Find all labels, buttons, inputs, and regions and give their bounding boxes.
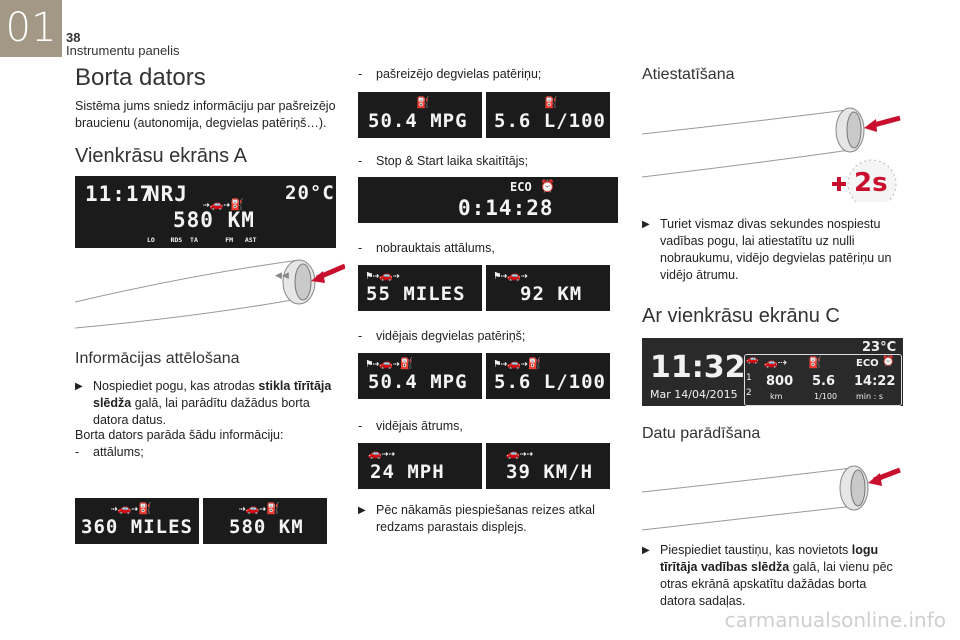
page-title: Borta dators xyxy=(75,64,206,91)
trip-distance-icon: ⚑⇢🚗⇢ xyxy=(366,269,400,282)
screen-c-time: 11:32 xyxy=(650,350,746,385)
fuel-pump-icon: ⛽ xyxy=(808,356,822,369)
display-current-mpg: ⛽ 50.4 MPG xyxy=(358,92,482,138)
watermark: carmanualsonline.info xyxy=(724,608,946,632)
chapter-title: Instrumentu panelis xyxy=(66,43,180,58)
fuel-pump-icon: ⛽ xyxy=(544,96,558,109)
trip-tab-2: 2 xyxy=(746,388,752,398)
data-display-title: Datu parādīšana xyxy=(642,425,761,442)
screen-a-range: 580 KM xyxy=(173,208,255,232)
display-average-l100: ⚑⇢🚗⇢⛽ 5.6 L/100 xyxy=(486,353,610,399)
item-current-fuel: - pašreizējo degvielas patēriņu; xyxy=(358,67,542,81)
screen-c-eco: ECO xyxy=(856,358,879,369)
timer-icon: ⏰ xyxy=(882,356,895,367)
arrow-bullet-icon: ▶ xyxy=(75,381,83,392)
average-fuel-icon: ⚑⇢🚗⇢⛽ xyxy=(494,357,542,370)
fuel-pump-icon: ⛽ xyxy=(416,96,430,109)
shows-text: Borta dators parāda šādu informāciju: xyxy=(75,428,284,442)
display-range-miles: ⇢🚗⇢⛽ 360 MILES xyxy=(75,498,199,544)
screen-c-date: Mar 14/04/2015 xyxy=(650,388,738,401)
screen-a-radio: NRJ xyxy=(147,182,188,206)
display-range-km: ⇢🚗⇢⛽ 580 KM xyxy=(203,498,327,544)
section-screen-c: Ar vienkrāsu ekrānu C xyxy=(642,305,840,327)
data-display-text: ▶ Piespiediet taustiņu, kas novietots logu tīrītāja vadības slēdža galā, lai vienu pēc otras ekrānā apskatītu dažādas borta datora sadaļas. xyxy=(642,543,893,608)
average-speed-icon: 🚗⇢ xyxy=(764,356,787,369)
car-range-icon: ⇢🚗⇢⛽ xyxy=(203,198,244,211)
arrow-bullet-icon: ▶ xyxy=(358,505,366,516)
screen-a-time: 11:17 xyxy=(85,182,154,206)
svg-text:◀◀: ◀◀ xyxy=(275,271,289,281)
reset-title: Atiestatīšana xyxy=(642,66,735,83)
trip-distance-icon: ⚑⇢🚗⇢ xyxy=(494,269,528,282)
screen-c-temp: 23°C xyxy=(862,340,897,355)
screen-a-bottom: LO RDS TA FM AST xyxy=(147,236,257,244)
display-screen-a xyxy=(75,176,336,248)
chapter-badge: 01 xyxy=(0,0,62,57)
arrow-bullet-icon: ▶ xyxy=(642,219,650,230)
stalk-illustration xyxy=(75,254,345,334)
reset-text: ▶ Turiet vismaz divas sekundes nospiestu vadības pogu, lai atiestatītu uz nulli nobraukumu, vidējo degvielas patēriņu un vidējo ātrumu. xyxy=(642,217,892,282)
item-average-fuel: - vidējais degvielas patēriņš; xyxy=(358,329,526,343)
hold-2s-badge: 2s xyxy=(854,168,888,198)
section-screen-a: Vienkrāsu ekrāns A xyxy=(75,145,247,167)
item-stop-start: - Stop & Start laika skaitītājs; xyxy=(358,154,529,168)
display-stop-start: ECO ⏰ 0:14:28 xyxy=(358,177,618,223)
average-fuel-icon: ⚑⇢🚗⇢⛽ xyxy=(366,357,414,370)
item-range: - attālums; xyxy=(75,445,144,459)
item-average-speed: - vidējais ātrums, xyxy=(358,419,463,433)
page-number: 38 xyxy=(66,30,81,45)
note-return: ▶ Pēc nākamās piespiešanas reizes atkal redzams parastais displejs. xyxy=(358,503,595,534)
display-distance-miles: ⚑⇢🚗⇢ 55 MILES xyxy=(358,265,482,311)
average-speed-icon: 🚗⇢⇢ xyxy=(368,447,395,460)
display-screen-c: 11:32 Mar 14/04/2015 23°C 🚗 1 2 🚗⇢ ⛽ ECO ⏰ 800 km 5.6 1/100 14:22 min : s xyxy=(642,338,903,406)
trip-car-icon: 🚗 xyxy=(746,354,759,365)
trip-tab-1: 1 xyxy=(746,373,752,383)
screen-a-temp: 20°C xyxy=(285,182,335,204)
display-average-mph: 🚗⇢⇢ 24 MPH xyxy=(358,443,482,489)
display-average-mpg: ⚑⇢🚗⇢⛽ 50.4 MPG xyxy=(358,353,482,399)
car-range-icon: ⇢🚗⇢⛽ xyxy=(239,502,280,515)
item-distance: - nobrauktais attālums, xyxy=(358,241,495,255)
display-distance-km: ⚑⇢🚗⇢ 92 KM xyxy=(486,265,610,311)
display-average-kmh: 🚗⇢⇢ 39 KM/H xyxy=(486,443,610,489)
intro-text: Sistēma jums sniedz informāciju par pašreizējo braucienu (autonomija, degvielas patēriņš…). xyxy=(75,99,336,130)
average-speed-icon: 🚗⇢⇢ xyxy=(506,447,533,460)
info-title: Informācijas attēlošana xyxy=(75,350,240,367)
car-range-icon: ⇢🚗⇢⛽ xyxy=(111,502,152,515)
bullet-info: ▶ Nospiediet pogu, kas atrodas stikla tīrītāja slēdža galā, lai parādītu dažādus borta datora datus. xyxy=(75,379,332,427)
timer-icon: ⏰ xyxy=(540,179,555,193)
arrow-bullet-icon: ▶ xyxy=(642,545,650,556)
stalk-data-illustration xyxy=(642,458,912,536)
display-current-l100: ⛽ 5.6 L/100 xyxy=(486,92,610,138)
